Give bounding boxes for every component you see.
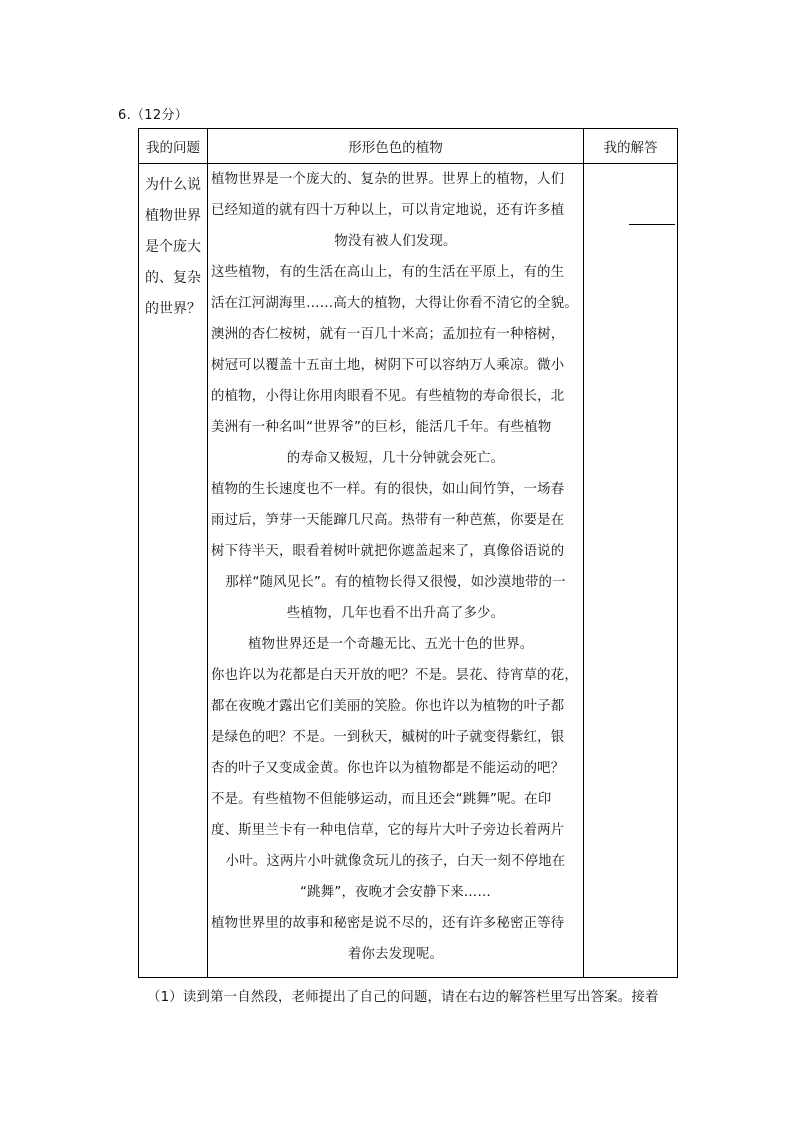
passage-line: 不是。有些植物不但能够运动，而且还会“跳舞”呢。在印 bbox=[211, 792, 552, 807]
passage-line: 树冠可以覆盖十五亩土地，树阴下可以容纳万人乘凉。微小 bbox=[211, 358, 565, 373]
passage-line: 小叶。这两片小叶就像贪玩儿的孩子，白天一刻不停地在 bbox=[225, 854, 566, 869]
passage-line: 些植物，几年也看不出升高了多少。 bbox=[286, 606, 505, 621]
passage-line: 着你去发现呢。 bbox=[347, 947, 444, 962]
passage-line: 这些植物，有的生活在高山上，有的生活在平原上，有的生 bbox=[211, 265, 565, 280]
question-cell bbox=[139, 164, 208, 978]
passage-line: 植物世界还是一个奇趣无比、五光十色的世界。 bbox=[248, 637, 534, 652]
passage-line: 已经知道的就有四十万种以上，可以肯定地说，还有许多植 bbox=[211, 203, 565, 218]
passage-line: 植物的生长速度也不一样。有的很快，如山间竹笋，一场春 bbox=[211, 482, 565, 497]
passage-line: 的寿命又极短，几十分钟就会死亡。 bbox=[286, 451, 505, 466]
passage-line: 树下待半天，眼看着树叶就把你遮盖起来了，真像俗语说的 bbox=[211, 544, 565, 559]
passage-line: 你也许以为花都是白天开放的吧？不是。昙花、待宵草的花， bbox=[211, 668, 578, 683]
passage-line: “跳舞”，夜晚才会安静下来…… bbox=[300, 885, 491, 900]
question-line: 的世界？ bbox=[145, 301, 201, 317]
passage-line: 活在江河湖海里……高大的植物，大得让你看不清它的全貌。 bbox=[211, 296, 578, 311]
passage-line: 物没有被人们发现。 bbox=[334, 234, 457, 249]
question-number: 6.（12分） bbox=[118, 108, 189, 123]
passage-line: 是绿色的吧？不是。一到秋天，槭树的叶子就变得紫红，银 bbox=[211, 730, 565, 745]
passage-line: 植物世界是一个庞大的、复杂的世界。世界上的植物，人们 bbox=[211, 172, 565, 187]
passage-line: 植物世界里的故事和秘密是说不尽的，还有许多秘密正等待 bbox=[211, 916, 565, 931]
table-header-row bbox=[139, 129, 678, 164]
question-line: 为什么说 bbox=[145, 177, 201, 193]
passage-line: 澳洲的杏仁桉树，就有一百几十米高；孟加拉有一种榕树， bbox=[211, 327, 565, 342]
passage-line: 雨过后，笋芽一天能蹿几尺高。热带有一种芭蕉，你要是在 bbox=[211, 513, 565, 528]
header-my-answer: 我的解答 bbox=[584, 129, 678, 164]
header-passage-title: 形形色色的植物 bbox=[208, 129, 584, 164]
passage-line: 美洲有一种名叫“世界爷”的巨杉，能活几千年。有些植物 bbox=[211, 420, 552, 435]
question-line: 是个庞大 bbox=[145, 239, 201, 255]
question-line: 植物世界 bbox=[145, 208, 201, 224]
reading-table bbox=[138, 128, 678, 978]
answer-cell[interactable] bbox=[584, 164, 678, 978]
question-line: 的、复杂 bbox=[145, 270, 201, 286]
passage-line: 杏的叶子又变成金黄。你也许以为植物都是不能运动的吧？ bbox=[211, 761, 565, 776]
sub-question-text: （1）读到第一自然段，老师提出了自己的问题，请在右边的解答栏里写出答案。接着 bbox=[147, 990, 659, 1005]
header-my-question: 我的问题 bbox=[139, 129, 208, 164]
passage-line: 度、斯里兰卡有一种电信草，它的每片大叶子旁边长着两片 bbox=[211, 823, 565, 838]
table-body-row bbox=[139, 164, 678, 978]
passage-cell bbox=[208, 164, 584, 978]
answer-blank-line[interactable] bbox=[629, 224, 675, 225]
passage-line: 都在夜晚才露出它们美丽的笑脸。你也许以为植物的叶子都 bbox=[211, 699, 565, 714]
passage-line: 那样“随风见长”。有的植物长得又很慢，如沙漠地带的一 bbox=[225, 575, 566, 590]
passage-line: 的植物，小得让你用肉眼看不见。有些植物的寿命很长，北 bbox=[211, 389, 565, 404]
